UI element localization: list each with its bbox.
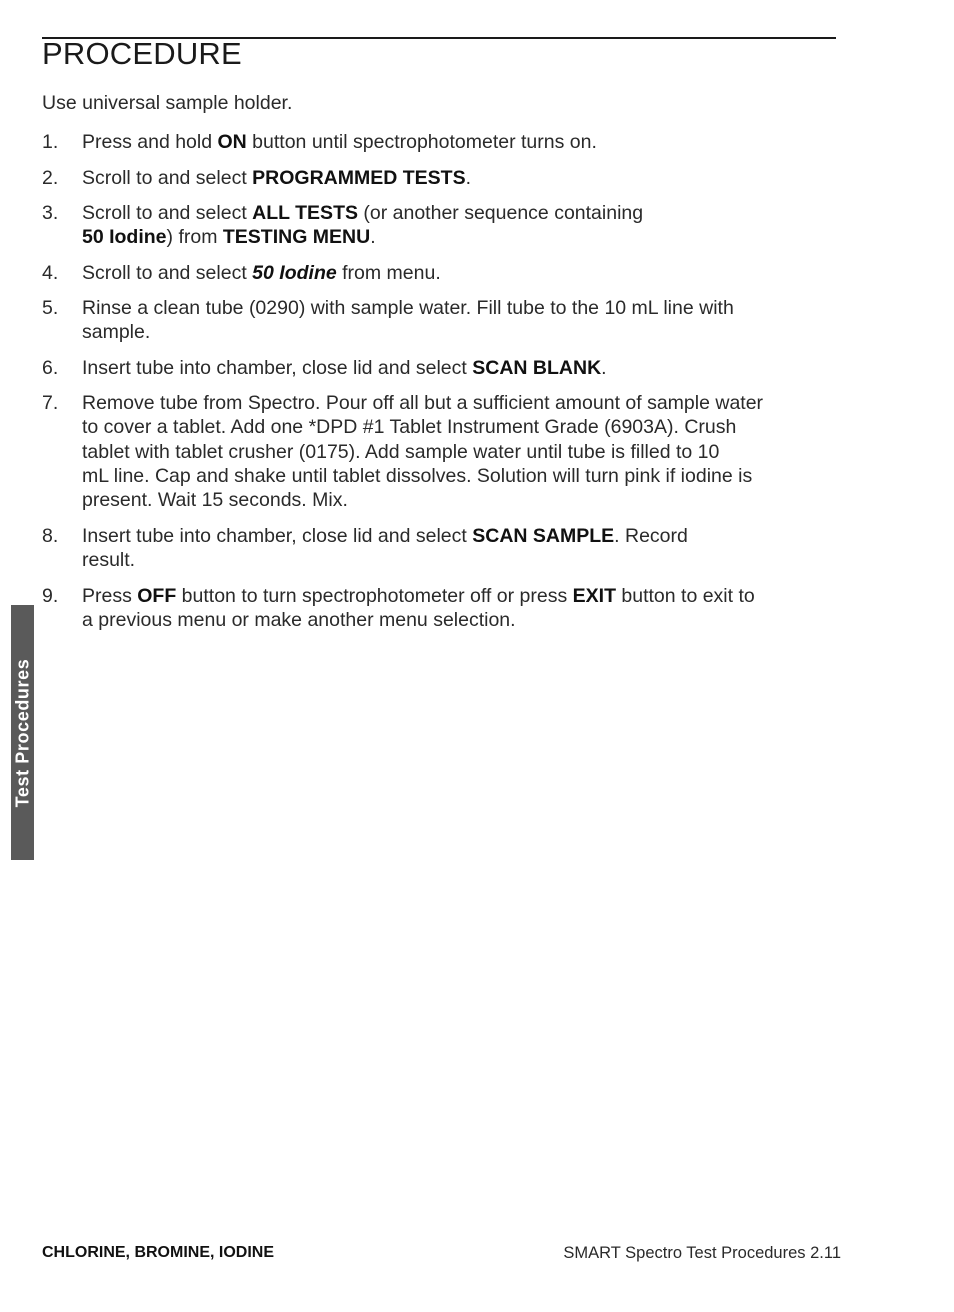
step-text-run: Insert tube into chamber, close lid and select (82, 357, 473, 379)
emphasized-text: SCAN SAMPLE (472, 525, 615, 547)
step-8 (42, 524, 842, 573)
step-text-run: a previous menu or make another menu selection. (82, 609, 516, 632)
step-text-run: Scroll to and select (82, 167, 253, 189)
emphasized-text: ON (217, 131, 247, 153)
emphasized-text: OFF (137, 585, 177, 607)
emphasized-text: 50 Iodine (82, 226, 167, 249)
step-2 (42, 166, 842, 190)
emphasized-text: SCAN BLANK (472, 357, 602, 379)
step-text-run: Insert tube into chamber, close lid and select (82, 525, 473, 547)
step-text (82, 584, 842, 633)
step-text-run: present. Wait 15 seconds. Mix. (82, 489, 348, 512)
step-text (82, 296, 842, 345)
step-text (82, 130, 842, 154)
step-number: 1. (42, 131, 59, 153)
step-text-run: . (601, 357, 607, 379)
step-number: 4. (42, 262, 59, 284)
step-text-run: Press and hold (82, 131, 218, 153)
step-text-run: tablet with tablet crusher (0175). Add sample water until tube is filled to 10 (82, 440, 720, 463)
emphasized-text: ALL TESTS (252, 202, 358, 224)
step-text-run: Scroll to and select (82, 262, 253, 284)
section-side-tab (11, 605, 34, 860)
step-text (82, 261, 842, 285)
footer-page-label: SMART Spectro Test Procedures 2.11 (563, 1244, 841, 1262)
step-text-run: Press (82, 585, 138, 607)
step-text (82, 391, 842, 512)
emphasized-text: TESTING MENU (222, 226, 371, 249)
step-4 (42, 261, 842, 285)
step-text-run: ) from (166, 226, 223, 249)
step-text-run: mL line. Cap and shake until tablet dissolves. Solution will turn pink if iodine is (82, 464, 753, 487)
step-number: 6. (42, 357, 59, 379)
step-text (82, 201, 842, 250)
step-number: 3. (42, 202, 59, 224)
step-number: 7. (42, 392, 59, 414)
step-text-run: button to exit to (615, 585, 755, 607)
step-text-run: from menu. (336, 262, 441, 284)
emphasized-text: EXIT (572, 585, 616, 607)
step-9 (42, 584, 842, 633)
step-text-run: sample. (82, 321, 151, 344)
emphasized-text: PROGRAMMED TESTS (252, 167, 466, 189)
step-text-run: . (370, 226, 376, 249)
step-3 (42, 201, 842, 250)
step-text-run: (or another sequence containing (357, 202, 644, 224)
emphasized-text: 50 Iodine (252, 262, 337, 284)
step-7 (42, 391, 842, 512)
step-text-run: to cover a tablet. Add one *DPD #1 Tablet Instrument Grade (6903A). Crush (82, 416, 737, 439)
step-1 (42, 130, 842, 154)
step-text (82, 166, 842, 190)
page-title: PROCEDURE (42, 36, 242, 71)
step-text (82, 524, 842, 573)
step-number: 2. (42, 167, 59, 189)
step-6 (42, 356, 842, 380)
intro-text: Use universal sample holder. (42, 92, 293, 114)
step-5 (42, 296, 842, 345)
step-text (82, 356, 842, 380)
step-number: 9. (42, 585, 59, 607)
step-number: 5. (42, 297, 59, 319)
step-text-run: Remove tube from Spectro. Pour off all but a sufficient amount of sample water (82, 392, 764, 414)
step-text-run: . Record (614, 525, 688, 547)
step-number: 8. (42, 525, 59, 547)
side-tab-label: Test Procedures (12, 658, 32, 807)
step-text-run: button to turn spectrophotometer off or press (176, 585, 573, 607)
footer-section-title: CHLORINE, BROMINE, IODINE (42, 1244, 275, 1261)
step-text-run: Scroll to and select (82, 202, 253, 224)
step-text-run: button until spectrophotometer turns on. (246, 131, 597, 153)
step-text-run: . (465, 167, 472, 189)
step-text-run: result. (82, 549, 136, 572)
step-text-run: Rinse a clean tube (0290) with sample water. Fill tube to the 10 mL line with (82, 297, 734, 319)
